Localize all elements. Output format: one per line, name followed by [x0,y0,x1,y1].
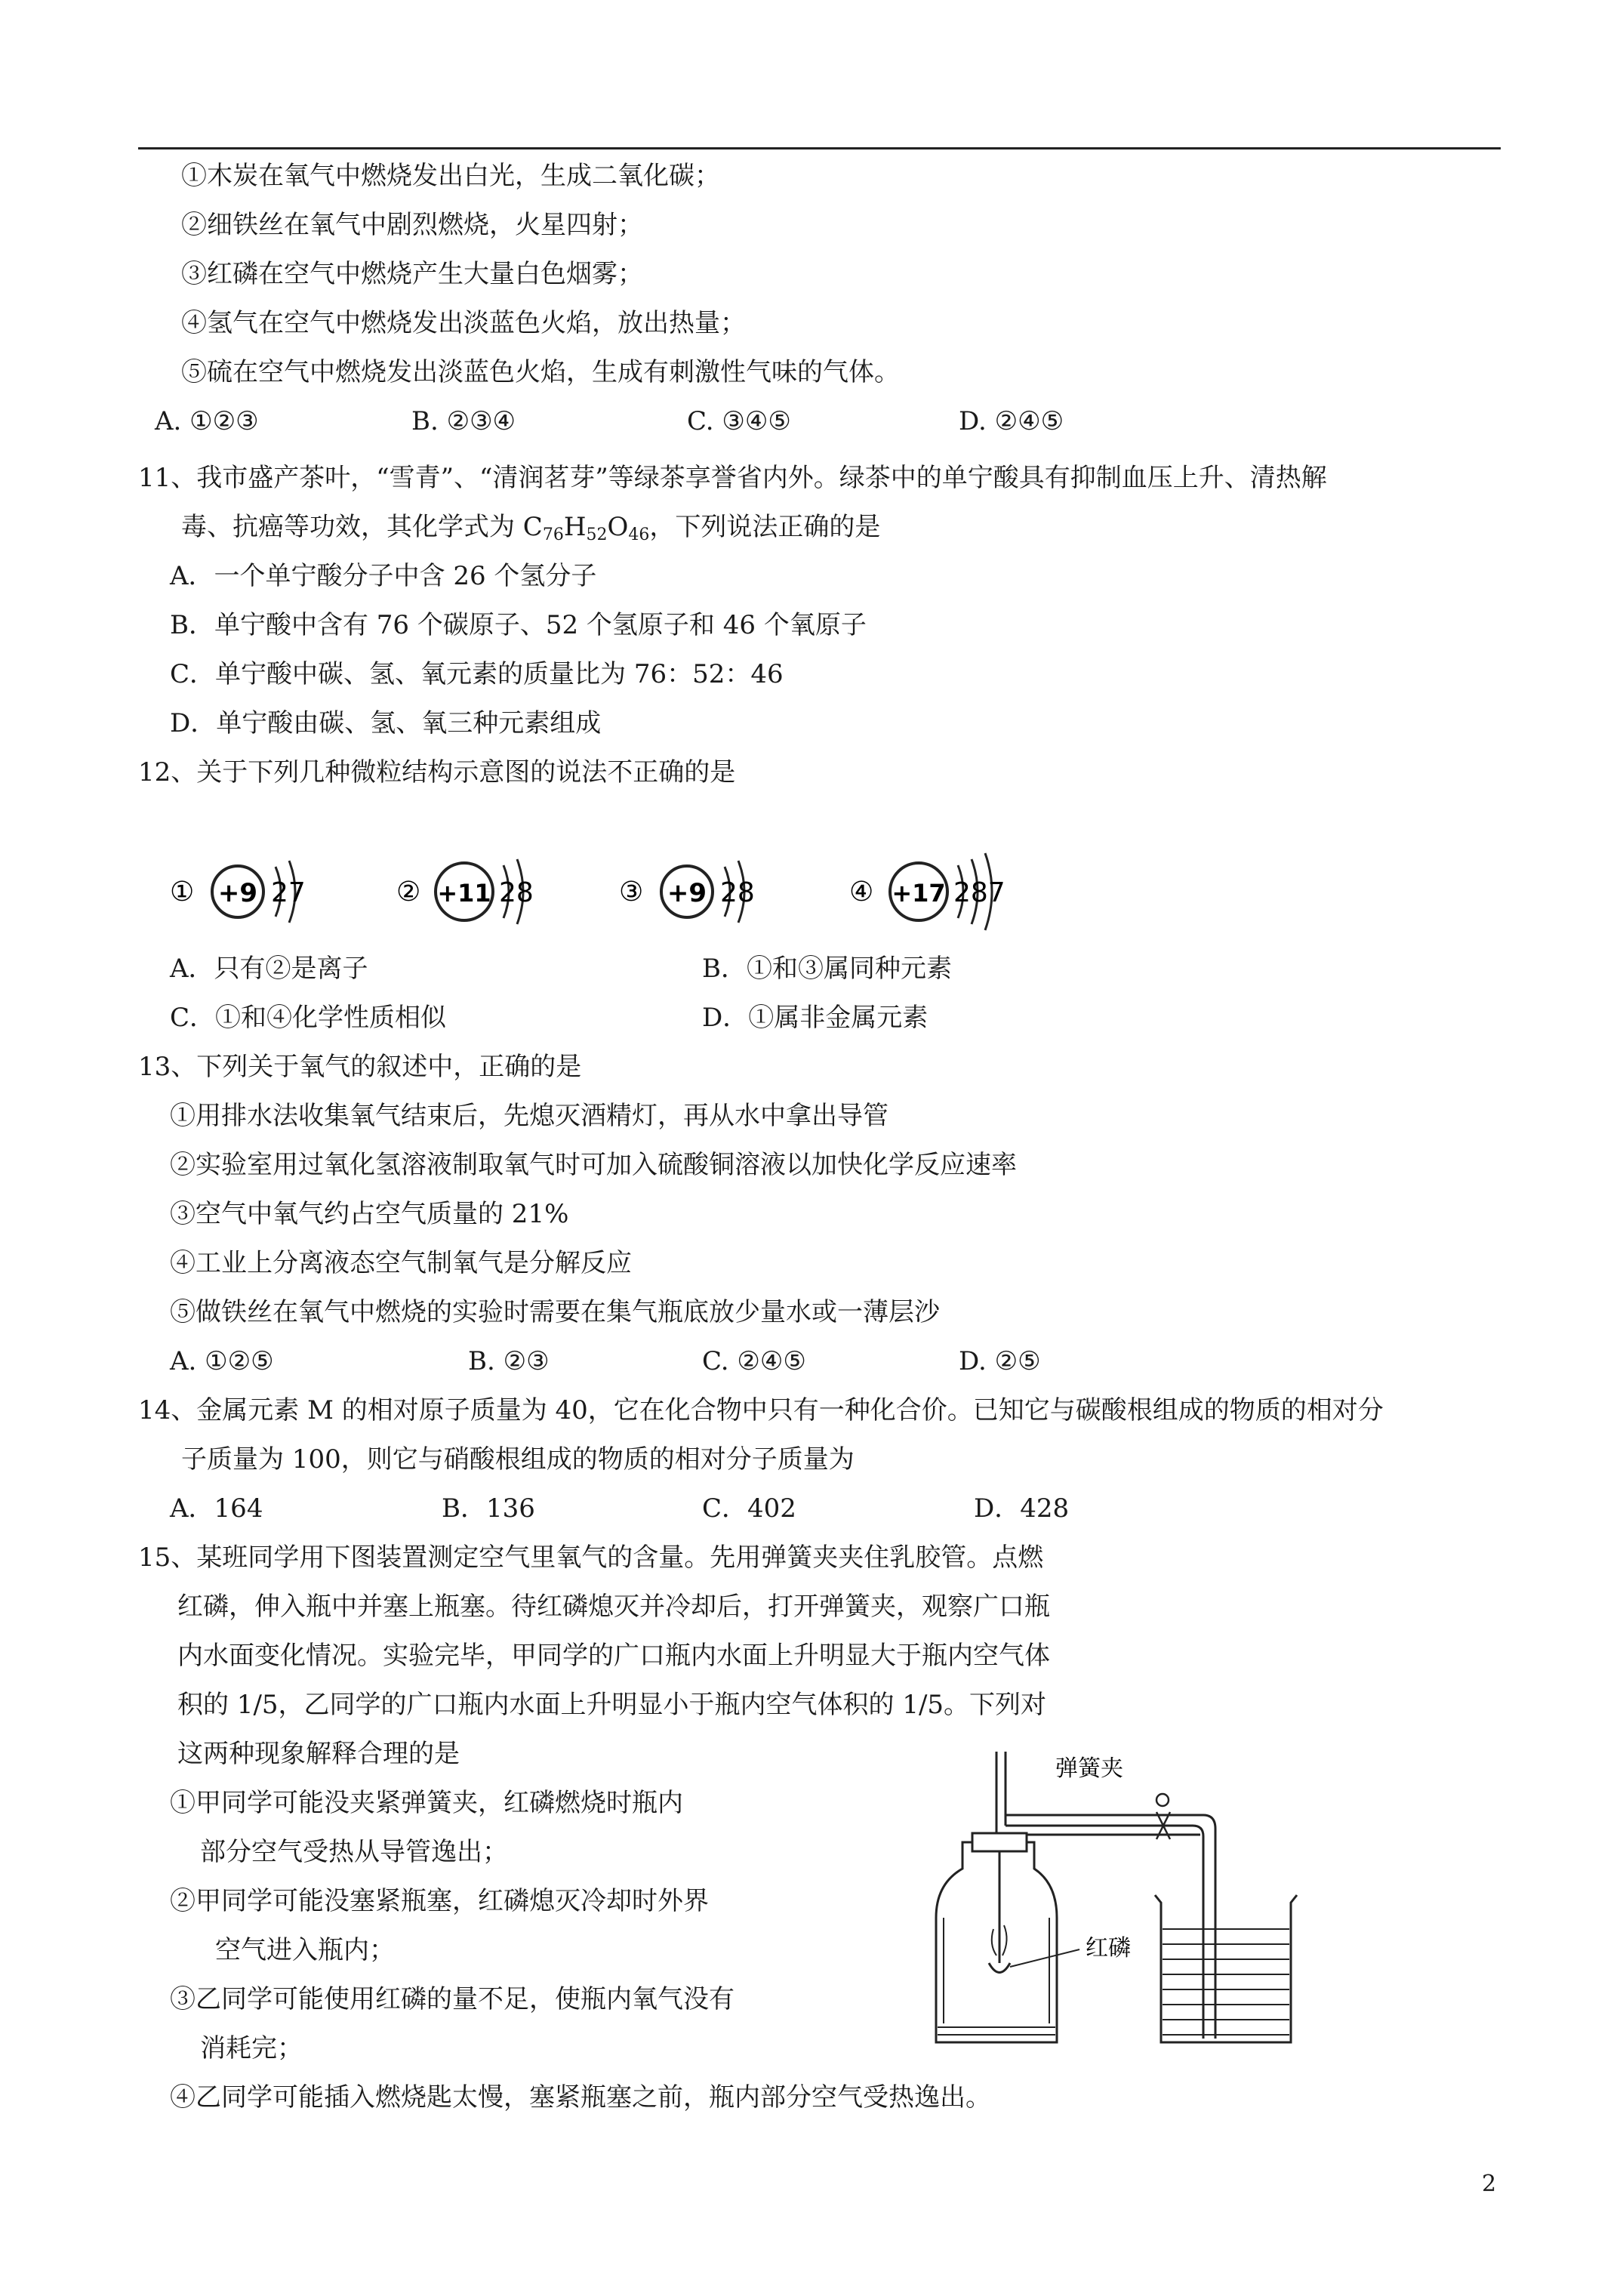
header-rule [138,147,1501,149]
q10-item-1: ①木炭在氧气中燃烧发出白光，生成二氧化碳； [181,161,720,191]
q13-option-c: C. ②④⑤ [702,1346,806,1376]
q12-stem: 12、关于下列几种微粒结构示意图的说法不正确的是 [138,757,736,787]
q13-stem: 13、下列关于氧气的叙述中，正确的是 [138,1052,582,1082]
q10-item-5: ⑤硫在空气中燃烧发出淡蓝色火焰，生成有刺激性气味的气体。 [181,357,900,387]
q14-option-a: A．164 [170,1493,263,1524]
svg-text:④: ④ [849,877,874,908]
phosphorus-pointer [1010,1949,1079,1967]
q15-item-3-cont: 消耗完； [200,2033,303,2063]
svg-text:28: 28 [720,877,755,908]
q13-option-d: D. ②⑤ [959,1346,1041,1376]
clip-label: 弹簧夹 [1055,1755,1123,1782]
phosphorus-label: 红磷 [1086,1935,1131,1962]
q11-option-b: B．单宁酸中含有 76 个碳原子、52 个氢原子和 46 个氧原子 [170,610,867,640]
q14-option-b: B．136 [442,1493,535,1524]
q13-option-b: B. ②③ [468,1346,550,1376]
svg-text:28: 28 [499,877,534,908]
atom-structure-diagrams [162,838,1068,936]
q12-option-c: C．①和④化学性质相似 [170,1003,447,1033]
q10-item-2: ②细铁丝在氧气中剧烈燃烧，火星四射； [181,210,643,240]
q12-option-b: B．①和③属同种元素 [702,954,952,984]
q12-option-a: A．只有②是离子 [170,954,368,984]
q11-option-c: C．单宁酸中碳、氢、氧元素的质量比为 76：52：46 [170,659,784,689]
oxygen-measurement-apparatus [921,1737,1313,2061]
q13-item-5: ⑤做铁丝在氧气中燃烧的实验时需要在集气瓶底放少量水或一薄层沙 [170,1297,940,1327]
particle-1 [170,861,306,923]
particle-4 [849,853,1006,930]
page-number: 2 [1482,2171,1497,2197]
pipe-into-beaker [1193,1826,1203,2039]
svg-text:+11: +11 [437,879,491,908]
beaker-water [1163,1929,1289,2035]
q11-option-d: D．单宁酸由碳、氢、氧三种元素组成 [170,708,602,738]
q13-item-2: ②实验室用过氧化氢溶液制取氧气时可加入硫酸铜溶液以加快化学反应速率 [170,1150,1017,1180]
q11-stem-line-1: 11、我市盛产茶叶，“雪青”、“清润茗芽”等绿茶享誉省内外。绿茶中的单宁酸具有抑制血压上升、清热解 [138,463,1327,493]
q13-option-a: A. ①②⑤ [170,1346,274,1376]
particle-2 [396,859,534,924]
q15-stem-line-1: 15、某班同学用下图装置测定空气里氧气的含量。先用弹簧夹夹住乳胶管。点燃 [138,1542,1044,1573]
svg-text:+17: +17 [892,879,946,908]
particle-3 [619,861,755,923]
q15-item-1: ①甲同学可能没夹紧弹簧夹，红磷燃烧时瓶内 [170,1788,683,1818]
spring-clip [1156,1794,1169,1806]
q13-item-4: ④工业上分离液态空气制氧气是分解反应 [170,1248,632,1278]
wide-mouth-bottle [936,1842,1057,2042]
q14-option-c: C．402 [702,1493,796,1524]
svg-text:②: ② [396,877,421,908]
q15-item-3: ③乙同学可能使用红磷的量不足，使瓶内氧气没有 [170,1984,735,2014]
q15-item-2-cont: 空气进入瓶内； [215,1935,395,1965]
q10-item-4: ④氢气在空气中燃烧发出淡蓝色火焰，放出热量； [181,308,746,338]
q13-item-3: ③空气中氧气约占空气质量的 21% [170,1199,569,1229]
q14-stem-line-2: 子质量为 100，则它与硝酸根组成的物质的相对分子质量为 [181,1444,855,1475]
q14-stem-line-1: 14、金属元素 M 的相对原子质量为 40，它在化合物中只有一种化合价。已知它与碳酸根组成的物质的相对分 [138,1395,1384,1425]
q15-item-1-cont: 部分空气受热从导管逸出； [200,1837,508,1867]
q11-option-a: A．一个单宁酸分子中含 26 个氢分子 [170,561,597,591]
q15-stem-line-2: 红磷，伸入瓶中并塞上瓶塞。待红磷熄灭并冷却后，打开弹簧夹，观察广口瓶 [177,1592,1050,1622]
svg-text:③: ③ [619,877,644,908]
q13-item-1: ①用排水法收集氧气结束后，先熄灭酒精灯，再从水中拿出导管 [170,1101,888,1131]
q15-item-4: ④乙同学可能插入燃烧匙太慢，塞紧瓶塞之前，瓶内部分空气受热逸出。 [170,2082,991,2113]
q14-option-d: D．428 [974,1493,1070,1524]
q15-stem-line-5: 这两种现象解释合理的是 [177,1739,460,1769]
q10-item-3: ③红磷在空气中燃烧产生大量白色烟雾； [181,259,643,289]
q15-stem-line-4: 积的 1/5，乙同学的广口瓶内水面上升明显小于瓶内空气体积的 1/5。下列对 [177,1690,1047,1720]
svg-text:①: ① [170,877,195,908]
q10-option-d: D. ②④⑤ [959,406,1064,436]
q10-option-c: C. ③④⑤ [687,406,791,436]
q10-option-b: B. ②③④ [411,406,516,436]
svg-text:+9: +9 [667,878,707,908]
q11-stem-line-2: 毒、抗癌等功效，其化学式为 $C_{76}H_{52}O_{46}$，下列说法正确的是 [181,512,881,544]
q15-stem-line-3: 内水面变化情况。实验完毕，甲同学的广口瓶内水面上升明显大于瓶内空气体 [177,1641,1050,1671]
bottle-stopper [972,1833,1027,1851]
svg-text:+9: +9 [217,878,258,908]
q10-option-a: A. ①②③ [155,406,259,436]
q15-item-2: ②甲同学可能没塞紧瓶塞，红磷熄灭冷却时外界 [170,1886,709,1916]
svg-text:27: 27 [271,877,306,908]
q12-option-d: D．①属非金属元素 [702,1003,929,1033]
svg-text:287: 287 [953,877,1006,908]
